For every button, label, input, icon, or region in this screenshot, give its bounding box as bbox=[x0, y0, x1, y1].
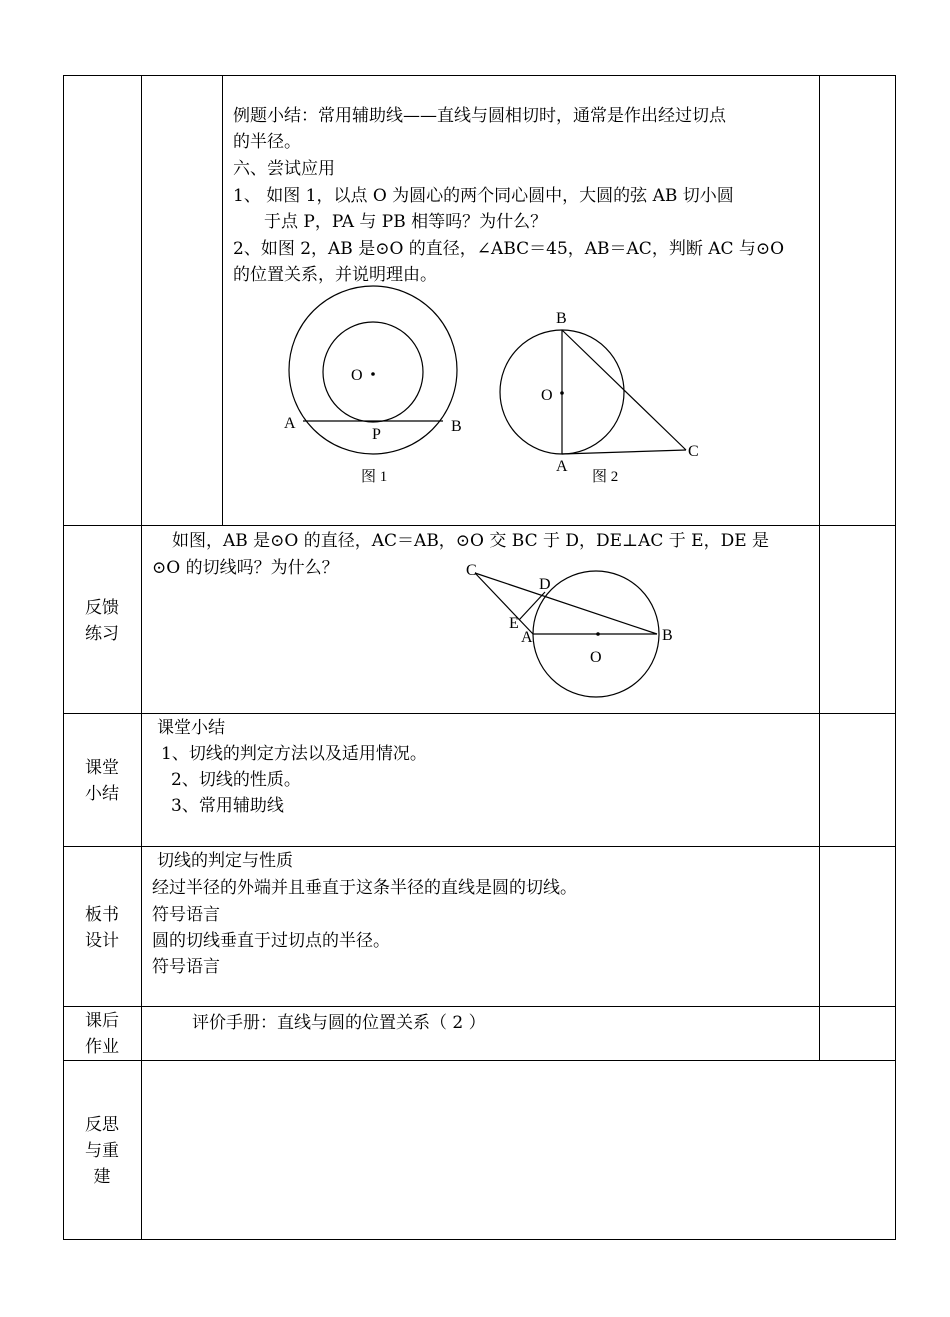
label-p: P bbox=[372, 426, 381, 443]
label-o: O bbox=[351, 367, 363, 384]
summary-item-2: 2、切线的性质。 bbox=[171, 770, 301, 790]
board-line: 经过半径的外端并且垂直于这条半径的直线是圆的切线。 bbox=[152, 878, 577, 898]
table-border-top bbox=[63, 75, 896, 76]
column-divider bbox=[819, 75, 820, 1061]
feedback-figure bbox=[460, 555, 690, 705]
figure-2-circle-triangle bbox=[490, 300, 720, 490]
row-divider bbox=[63, 525, 896, 526]
figure-1-concentric-circles bbox=[270, 280, 480, 490]
label-c: C bbox=[466, 562, 477, 579]
table-border-right bbox=[895, 75, 896, 1240]
segment-cb bbox=[475, 573, 657, 634]
center-point bbox=[560, 391, 564, 395]
label-a: A bbox=[284, 415, 296, 432]
label-a: A bbox=[521, 629, 533, 646]
label-d: D bbox=[539, 576, 551, 593]
question-2-continued: 的位置关系，并说明理由。 bbox=[233, 265, 437, 285]
column-divider bbox=[141, 75, 142, 1240]
label-b: B bbox=[451, 418, 462, 435]
row-label-homework: 课后 作业 bbox=[85, 1011, 119, 1057]
row-label-summary: 课堂 小结 bbox=[85, 758, 119, 804]
row-divider bbox=[63, 1060, 896, 1061]
board-line: 符号语言 bbox=[152, 905, 220, 925]
label-b: B bbox=[556, 310, 567, 327]
board-line: 圆的切线垂直于过切点的半径。 bbox=[152, 931, 390, 951]
example-summary-line: 的半径。 bbox=[233, 132, 301, 152]
figure-1-caption: 图 1 bbox=[361, 469, 388, 485]
figure-2-caption: 图 2 bbox=[592, 469, 619, 485]
summary-item-1: 1、切线的判定方法以及适用情况。 bbox=[161, 744, 427, 764]
feedback-question: 如图，AB 是⊙O 的直径，AC＝AB，⊙O 交 BC 于 D，DE⊥AC 于 E，DE 是 bbox=[172, 531, 770, 551]
center-point bbox=[371, 372, 375, 376]
label-o: O bbox=[590, 649, 602, 666]
label-o: O bbox=[541, 387, 553, 404]
question-2: 2、如图 2，AB 是⊙O 的直径，∠ABC＝45，AB＝AC，判断 AC 与⊙O bbox=[233, 239, 785, 259]
example-summary-line: 例题小结：常用辅助线——直线与圆相切时，通常是作出经过切点 bbox=[233, 106, 726, 126]
label-a: A bbox=[556, 458, 568, 475]
summary-item-3: 3、常用辅助线 bbox=[171, 796, 284, 816]
center-point bbox=[596, 632, 600, 636]
label-e: E bbox=[509, 615, 519, 632]
column-divider bbox=[222, 75, 223, 525]
feedback-question-continued: ⊙O 的切线吗？为什么？ bbox=[152, 558, 339, 578]
board-title: 切线的判定与性质 bbox=[157, 851, 293, 871]
row-label-feedback: 反馈 练习 bbox=[85, 598, 119, 644]
homework-text: 评价手册：直线与圆的位置关系（ 2 ） bbox=[192, 1013, 486, 1033]
section-heading: 六、尝试应用 bbox=[233, 159, 335, 179]
table-border-bottom bbox=[63, 1239, 896, 1240]
question-1: 1、 如图 1，以点 O 为圆心的两个同心圆中，大圆的弦 AB 切小圆 bbox=[233, 186, 734, 206]
row-divider bbox=[63, 713, 896, 714]
label-b: B bbox=[662, 627, 673, 644]
row-divider bbox=[63, 846, 896, 847]
question-1-continued: 于点 P，PA 与 PB 相等吗？为什么？ bbox=[264, 212, 548, 232]
row-label-board-design: 板书 设计 bbox=[85, 905, 119, 951]
small-circle bbox=[323, 322, 423, 422]
board-line: 符号语言 bbox=[152, 957, 220, 977]
summary-heading: 课堂小结 bbox=[157, 718, 225, 738]
label-c: C bbox=[688, 443, 699, 460]
table-border-left bbox=[63, 75, 64, 1240]
segment-bc bbox=[562, 330, 686, 450]
row-label-reflection: 反思 与重 建 bbox=[85, 1115, 119, 1187]
row-divider bbox=[63, 1006, 896, 1007]
segment-de bbox=[519, 592, 545, 620]
